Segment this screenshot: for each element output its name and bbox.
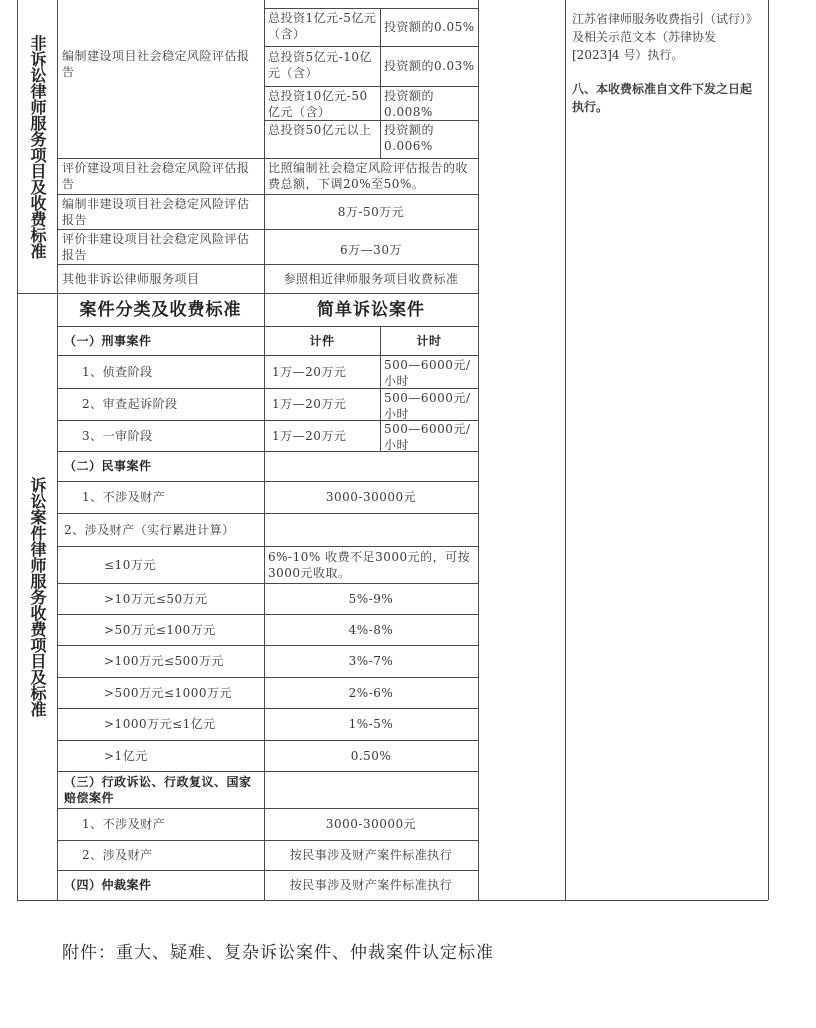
- row-item-label: 其他非诉讼律师服务项目: [62, 271, 200, 286]
- tier-rate: 投资额的0.006%: [384, 123, 435, 153]
- attachment-line: 附件：重大、疑难、复杂诉讼案件、仲裁案件认定标准: [62, 943, 494, 963]
- criminal-row-label: 1、侦查阶段: [82, 364, 153, 379]
- civil-tier-range: >1亿元: [104, 748, 148, 763]
- criminal-col-a: 计件: [309, 333, 335, 348]
- civil-tier-range: >10万元≤50万元: [104, 591, 208, 606]
- civil-title: （二）民事案件: [64, 459, 152, 473]
- civil-tier-range: >500万元≤1000万元: [104, 685, 233, 700]
- civil-tier-rate: 1%-5%: [348, 717, 394, 731]
- col-divider-section1-tier: [380, 8, 381, 158]
- row-fee: 比照编制社会稳定风险评估报告的收费总额，下调20%至50%。: [268, 161, 469, 191]
- civil-tier-rate: 4%-8%: [348, 622, 394, 637]
- civil-tier-rate: 0.50%: [350, 748, 392, 763]
- civil-property-label: 2、涉及财产（实行累进计算）: [64, 522, 235, 537]
- civil-tier-range: >1000万元≤1亿元: [104, 717, 216, 731]
- civil-tier-range: >100万元≤500万元: [104, 654, 224, 668]
- tier-range: 总投资1亿元-5亿元（含）: [268, 11, 377, 41]
- row-item-label: 编制建设项目社会稳定风险评估报告: [62, 49, 250, 79]
- civil-tier-rate: 2%-6%: [348, 685, 394, 700]
- row-fee: 参照相近律师服务项目收费标准: [283, 271, 459, 286]
- civil-tier-rate: 3%-7%: [348, 654, 394, 668]
- criminal-row-a: 1万—20万元: [272, 397, 347, 411]
- civil-tier-rate: 6%-10% 收费不足3000元的，可按3000元收取。: [268, 549, 471, 580]
- row-item-label: 评价非建设项目社会稳定风险评估报告: [62, 231, 250, 262]
- col-divider-side: [57, 0, 58, 900]
- row-line: [264, 86, 478, 87]
- col-divider-notes-left: [565, 0, 566, 900]
- civil-tier-rate: 5%-9%: [348, 591, 394, 606]
- criminal-row-b: 500—6000元/小时: [384, 391, 471, 421]
- table-border-right: [768, 0, 769, 900]
- table-border-bottom: [17, 900, 768, 901]
- criminal-row-a: 1万—20万元: [272, 364, 347, 379]
- tier-range: 总投资50亿元以上: [268, 123, 372, 137]
- civil-tier-range: ≤10万元: [104, 557, 156, 572]
- tier-rate: 投资额的0.05%: [384, 20, 475, 34]
- civil-no-property-label: 1、不涉及财产: [82, 490, 166, 504]
- section2-header-left: 案件分类及收费标准: [79, 299, 242, 320]
- civil-no-property-fee: 3000-30000元: [325, 490, 417, 504]
- row-item-label: 评价建设项目社会稳定风险评估报告: [62, 161, 250, 191]
- admin-title: （三）行政诉讼、行政复议、国家赔偿案件: [64, 774, 252, 805]
- criminal-row-b: 500—6000元/小时: [384, 422, 471, 452]
- admin-no-property-fee: 3000-30000元: [325, 817, 417, 831]
- criminal-title: （一）刑事案件: [64, 333, 152, 348]
- col-divider-main: [478, 0, 479, 900]
- criminal-row-b: 500—6000元/小时: [384, 358, 471, 388]
- row-line: [264, 120, 478, 121]
- tier-range: 总投资5亿元-10亿元（含）: [268, 50, 372, 80]
- tier-rate: 投资额的0.03%: [384, 59, 475, 73]
- notes-text-1: 江苏省律师服务收费指引（试行）》及相关示范文本（苏律协发[2023]4 号）执行。: [572, 12, 759, 62]
- criminal-row-label: 2、审查起诉阶段: [82, 397, 178, 411]
- arbitration-title: （四）仲裁案件: [64, 878, 152, 892]
- section2-side-title-box: [17, 293, 57, 900]
- section1-side-title: 非诉讼律师服务项目及收费标准: [28, 34, 47, 259]
- section2-side-title: 诉讼案件律师服务收费项目及标准: [28, 476, 47, 717]
- criminal-row-a: 1万—20万元: [272, 428, 347, 443]
- row-fee: 8万-50万元: [337, 204, 405, 219]
- admin-property-label: 2、涉及财产: [82, 848, 153, 862]
- tier-rate: 投资额的0.008%: [384, 89, 435, 119]
- admin-property-fee: 按民事涉及财产案件标准执行: [289, 848, 453, 862]
- notes-text-2: 八、本收费标准自文件下发之日起执行。: [572, 82, 753, 114]
- tier-range: 总投资10亿元-50亿元（含）: [268, 89, 368, 119]
- arbitration-fee: 按民事涉及财产案件标准执行: [289, 878, 453, 892]
- row-fee: 6万—30万: [340, 243, 402, 257]
- section1-side-title-box: [17, 0, 57, 293]
- row-item-label: 编制非建设项目社会稳定风险评估报告: [62, 196, 250, 227]
- civil-tier-range: >50万元≤100万元: [104, 622, 216, 637]
- section2-header-right: 简单诉讼案件: [317, 299, 425, 320]
- admin-no-property-label: 1、不涉及财产: [82, 817, 166, 831]
- criminal-row-label: 3、一审阶段: [82, 428, 153, 443]
- criminal-col-b: 计时: [416, 333, 442, 348]
